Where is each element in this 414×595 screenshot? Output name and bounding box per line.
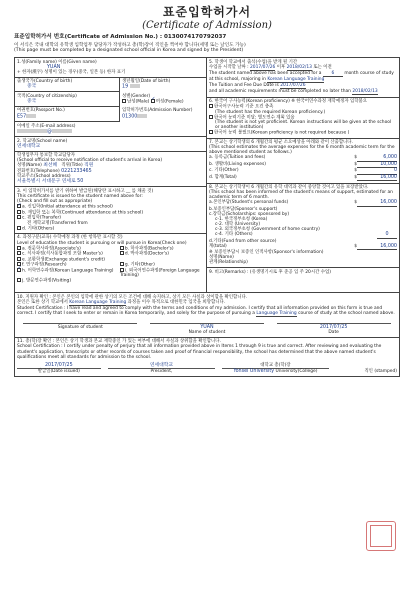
school-name-label: 2. 학교명(School name) [17,138,68,144]
costs-label: 7. 본교는 상기학생의 6 개월간의 평균 소요예상을 아래와 같이 산출합니다. [209,140,353,145]
fee-label: The Tuition and Fee Due Date is [209,82,279,88]
costs-cell [207,139,399,184]
name-value: YUAN [47,64,61,70]
korean-proficiency-cell [207,98,399,139]
others-label: d. 기타(Others) [22,226,55,232]
period-desc: The student named above has been accepted for a [209,70,322,76]
name-label: 1.성(Family name) 이름(Given name) [17,59,97,65]
student-certification: 10. 지원자 확인 : 본인은 본인의 입학에 관한 상기의 모든 조건에 대해 숙지하고, 상기 모든 사실과 상이함을 확인합니다. 본인은 또한 상기 학교에서 Korean Language Training 과정을 이수 목적으로 대한민국 입국을 희망합니다. Student Certification : I have read and agreed to comply with the terms and conditions of my admission. I certify that all information provided on this form is true and correct. I certify that I seek to enter or remain in Korea temporarily, and solely for the purpose of pursuing a Language Training course of study at the school named above. Signature of student YUAN Name of student 2017/07/25 Date [14,293,400,338]
total-cost-value: 16,000 [357,175,397,182]
student-cert-program: Korean Language Training [69,299,127,305]
school-name-value: 연세대학교 [17,143,41,149]
other-level-label: g. 기타(Other) [124,262,155,268]
visiting-label: j. 방문연수과정(Visiting) [22,278,72,284]
female-label: 여성(Female) [155,99,184,105]
status-cell [15,187,206,234]
email-label: 이메일 주소(E-mail address) [17,123,76,129]
school-name-cell [15,137,206,152]
living-value: 10,000 [357,162,397,169]
korean-opt2-en: (The student is not yet proficient. Korean instructions will be given at the school or another institution) [215,120,392,131]
sponsor-relationship-label: 관계(Relationship) [209,260,248,266]
left-column [15,58,207,292]
passport-value: E57 [17,114,117,120]
sponsor-info-label: ※ 보증인부담시 보증인 인적사항(Sponsor's information) [209,250,324,256]
email-cell [15,122,206,137]
citizenship-value: 중국 [27,98,37,104]
level-label: 4. 과정구분(교육) 수학예정 과정 (한 항목만 표시할 것) [17,235,123,241]
school-certification [14,338,400,377]
level-label-en: Level of education the student is pursuing or will pursue in Korea(Check one) [17,240,187,246]
total-cost-row: d. 합계(Total) $ 16,000 [209,174,397,180]
research-label: f. 연구과정(Research) [22,262,67,268]
scholarship-c1: c-1. 한국정부초청 (Korea) [215,217,268,223]
phone-value: 0221233465 [61,168,92,174]
exchange-checkbox[interactable] [17,257,21,261]
president-name: 연세대학교 President, [108,363,214,375]
university-name: 대학교 총(학)장 Yonsei University University(College) [222,363,328,375]
associate-checkbox[interactable] [17,246,21,250]
intro-korean: 이 서식은 국내 대학의 유학생 입학업무 담당자가 작성하고 총(학)장이 직인을 찍어야 합니다(세명 또는 날인도 가능) [14,42,246,48]
school-address-value: 서울특별시 서대문구 연세로 50 [17,179,84,185]
citizenship-label: 국적(Country of citizenship) [17,93,77,99]
foreign-training-checkbox[interactable] [120,268,124,272]
master-label: c. 석사과정(석사통합과정 포함 Master's) [22,251,103,257]
scholarship-c2: c-2. 대학 (University) [215,222,261,228]
doctor-label: d. 박사과정(Doctor's) [124,251,170,257]
continued-attendance-label: b. 재입학 또는 복학(Continued attendance at this school) [22,210,144,216]
tuition-row: a. 등록금(Tuition and fees) $ 6,000 [209,155,397,161]
start-tail: 이후 [276,64,286,70]
period-label: 5. 학생이 학교에서 출석(수업)을 받게 될 기간 [209,59,298,65]
email-value: @ [17,129,204,135]
start-date: 2017/07/26 [250,64,276,70]
korean-opt1-en: (The student has the required Korean proficiency.) [215,109,326,115]
costs-label-en: (This school estimates the average expenses for the 6 month academic term for the above mentioned student as follows.) [209,145,395,156]
student-name-cell [15,58,206,78]
fee-date: 2017/07/26 [280,82,306,88]
student-cert-label: 10. 지원자 확인 : 본인은 본인의 입학에 관한 상기의 모든 조건에 대해 숙지하고, 상기 모든 사실과 상이함을 확인합니다. [17,294,248,300]
officer-name-label: 성명(Name) [17,163,42,169]
level-cell [15,234,206,286]
sponsor-name-label: 성명(Name) [209,255,234,261]
korean-label: 6. 한국어 구사능력(Korean proficiency) [209,99,290,105]
seal-label: 직인 (stamped) [364,369,397,375]
officer-name: 최선혜 [43,163,58,169]
form-grid [14,57,400,293]
korean-opt3-checkbox[interactable] [209,130,213,134]
period-major: Korean Language Training [267,76,325,82]
phone-label: 전화번호(Telephone) [17,168,60,174]
certificate-number: 표준입학허가서 번호(Certificate of Admission No.) : 0130074170792037 [14,34,227,41]
citizenship-cell [15,92,120,107]
intro-text [14,43,400,54]
birth-row [15,78,206,93]
passport-row [15,107,206,122]
sponsor-label: b.보증인부담(Sponsor's support) [209,206,278,212]
student-cert-en-program: Language Training [256,310,297,316]
korean-opt2-label: 한국어 능력기준 미달: 별도연수 계획 있음 [214,115,295,121]
scholarship-c4-row: c-4. 기타 (Others) 0 [209,232,397,239]
korean-note: ※ 한국어연수과정 재학예정자 입학불요 [291,99,367,105]
remarks-label: 9. 비고(Remarks) : (유생명기시로 후 준공 입 주 20시간 수업) [209,269,331,275]
korean-opt2-checkbox[interactable] [209,115,213,119]
school-officer-cell [15,152,206,188]
transfer-label: c. 편입학(Transfer) [22,215,62,221]
visiting-checkbox[interactable] [17,278,21,282]
bachelor-checkbox[interactable] [120,246,124,250]
school-address-label: 학교주소(School address) [17,174,71,180]
male-checkbox[interactable] [122,99,126,103]
other-cost-row: c. 기타(Other) $ 0 [209,168,397,174]
period-cell [207,58,399,97]
intro-english: (This page must be completed by a designated school official in Korea and signed by the President) [14,48,244,54]
passport-label: 여권번호(Passport No.) [17,108,65,114]
korean-opt3-label: 한국어 능력 불필요(Korean proficiency is not required because ) [214,130,350,136]
tuition-value: 6,000 [357,155,397,162]
korean-opt1-label: 한국어구사능력 기준 요건 충족 [214,104,274,110]
officer-title: 직원 [84,163,94,169]
initial-attendance-label: a. 신입학(Initial attendance at this school) [22,204,113,210]
personal-funds-value: 16,000 [357,200,397,207]
student-cert-en: Student Certification : I have read and agreed to comply with the terms and conditions of my admission. I certify that all information provided on this form is true and correct. I certify that I seek to enter or remain in Korea temporarily, and solely for the purpose of pursuing a [17,305,383,316]
start-label: 수업을 시작할 날짜 : [209,64,249,70]
passport-cell [15,107,120,122]
birthplace-label: 출생국가(Country of birth) [17,79,73,85]
scholarship-c4-value: 0 [377,232,397,239]
fund-from-label: d.기타(Fund from other source) [209,238,277,244]
foreign-training-label: i. 외국어연수과정(Foreign Language Training) [119,268,200,279]
school-signature-row [17,363,397,375]
continued-attendance-checkbox[interactable] [17,210,21,214]
student-signature-row [17,323,397,336]
officer-title-label: 직위(Title) [61,163,83,169]
issued-date: 2017/07/25 발급일(Date issued) [17,363,101,375]
funds-label-en: (This school has been informed of the student's means of support, estimated for an academic term of 6 month. [209,190,393,201]
student-signature[interactable]: Signature of student [23,323,137,336]
remarks-cell [207,268,399,292]
personal-funds-row: a.본인부담(Student's personal funds) $ 16,000 [209,200,397,206]
funds-cell [207,184,399,268]
title-english: (Certificate of Admission) [142,19,272,31]
bachelor-label: b. 학사과정(Bachelor's) [124,246,174,252]
scholarship-label: c.장학금(Scholarships: sponsored by) [209,212,290,218]
officer-label-en: (School official to receive notification of student's arrival in Korea) [17,158,163,164]
birthplace-value: 중국 [27,84,37,90]
korean-training-checkbox[interactable] [17,268,21,272]
other-level-checkbox[interactable] [120,262,124,266]
officer-label: 학생업무자 통보할 학교담당자 [17,153,75,159]
student-name-sign: YUAN Name of student [150,323,264,336]
funds-total-value: 16,000 [357,244,397,251]
school-cert-en: School Certification : I certify under penalty of perjury that all information provided above in Items 1 through 9 is true and correct. After reviewing and evaluating the student's application, transcripts or other records of courses taken and proof of financial responsibility, the school has determined that the above named student's qualifications meet all standards for admission to the school. [17,344,382,360]
req-label: and all academic requirements must be completed no later than [209,89,351,94]
dob-cell [120,78,206,93]
dob-label: 생년월일(Date of birth) [122,79,171,85]
birthplace-cell [15,78,120,93]
req-date: 2018/02/13 [352,89,378,94]
master-checkbox[interactable] [17,251,21,255]
student-date-sign: 2017/07/25 Date [277,323,391,336]
female-checkbox[interactable] [151,99,155,103]
living-row: b. 생활비(Living expenses) $ 10,000 [209,161,397,167]
admission-number-cell [120,107,206,122]
status-check-en: (Check and fill out as appropriate) [17,199,93,205]
dob-value: 19 [122,84,204,90]
official-seal-stamp [366,521,396,551]
korean-training-label: h. 어학연수과정(Korean Language Training) [22,268,114,274]
funds-label: 8. 본교는 상기학생이 6 개월간의 유학 대역과 같이 중앙할 것이고 있을 보장받았다. [209,185,369,191]
exchange-label: e. 교환학생(Exchange student's credit) [22,257,105,263]
korean-opt1-checkbox[interactable] [209,104,213,108]
status-label: 3. 이 입학허가서를 받기 위하여 발급된(해당란 표시하고 __ 를 채울 것) [17,188,154,194]
end-tail: 또는 이전 [313,64,332,70]
admission-number-value: 01300 [122,114,204,120]
school-cert-label: 11. 총(학)장 확인 : 본인은 상기 학생과 본교 재학중인 가 있는 여부에 대해서 사실과 상위함을 확인합니다. [17,339,221,345]
initial-attendance-checkbox[interactable] [17,204,21,208]
end-date: 2018/02/13 [286,64,312,70]
period-desc2: month course of study at this school, majoring in [209,70,394,82]
gender-label: 성별(Gender) [122,93,151,99]
period-months: 6 [323,71,343,77]
doctor-checkbox[interactable] [120,251,124,255]
title-korean: 표준입학허가서 [162,5,252,19]
transfer-from-label: 전 재학교명(Transferred from [27,220,88,226]
right-column [207,58,399,292]
scholarship-c3: c-3. 외국정부초청 (Government of home country) [215,227,320,233]
hanja-label: + 한자(漢字) 성명이 있는 경우(중국, 일본 등) 한자 표기 [17,70,126,76]
male-label: 남성(Male) [127,99,150,105]
associate-label: a. 전문학사과정(Associate's) [22,246,81,252]
gender-cell [120,92,206,107]
admission-number-label: 입학허가번호(Admission Number) [122,108,193,114]
status-label-en: This certificate is issued to the student named above for: [17,194,143,200]
other-cost-value: 0 [357,168,397,175]
funds-total-row: 계(total) $ 16,000 [209,243,397,249]
others-checkbox[interactable] [17,226,21,230]
transfer-checkbox[interactable] [17,215,21,219]
citizenship-row [15,92,206,107]
